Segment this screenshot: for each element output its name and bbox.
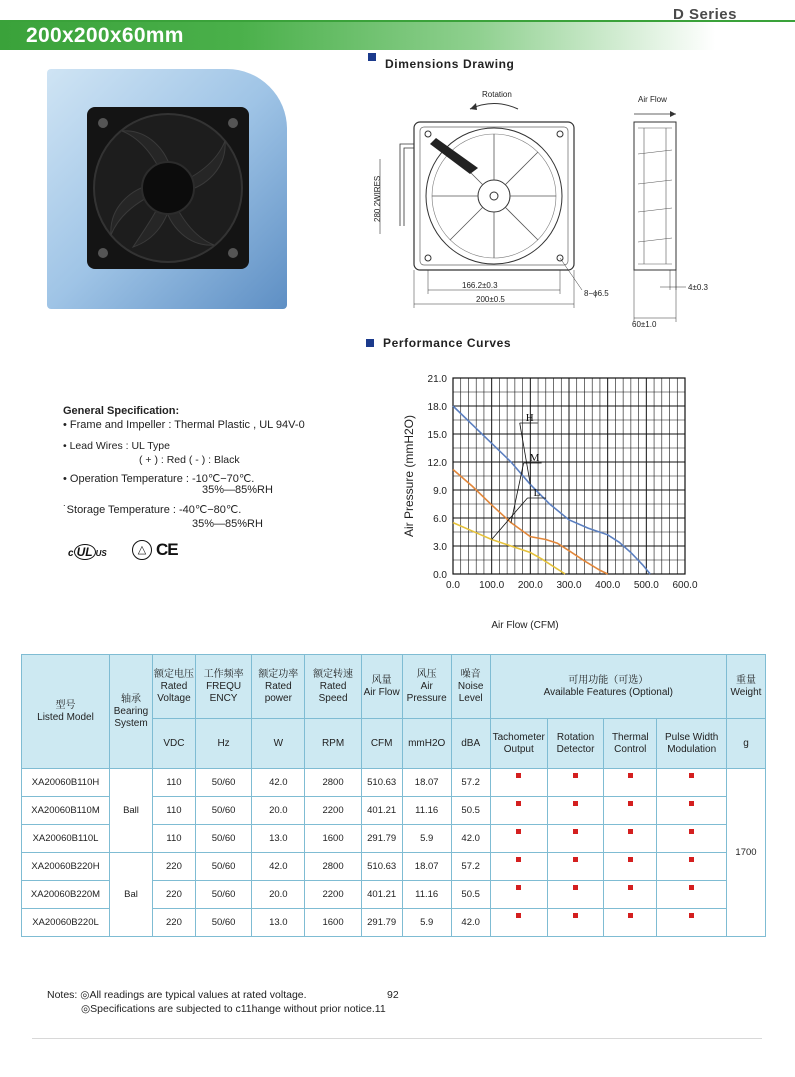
unit-cell: CFM [361,719,402,769]
feature-available-icon [689,857,694,862]
feature-available-icon [689,773,694,778]
dim-60: 60±1.0 [632,320,657,329]
feature-dot-cell [657,825,727,853]
unit-cell: g [726,719,765,769]
feature-available-icon [573,913,578,918]
model-cell: XA20060B220M [22,881,110,909]
x-tick-label: 600.0 [672,580,698,591]
feature-dot-cell [547,881,603,909]
hdr-en: FREQU ENCY [206,680,242,704]
cfm-cell: 401.21 [361,881,402,909]
model-cell: XA20060B110L [22,825,110,853]
rpm-cell: 2800 [305,769,361,797]
feature-dot-cell [604,853,657,881]
col-power [252,655,305,719]
hdr-zh: 噪音 [460,668,481,680]
feature-dot-cell [547,909,603,937]
feature-dot-cell [490,769,547,797]
rpm-cell: 2200 [305,881,361,909]
y-tick-label: 18.0 [427,402,447,413]
feature-dot-cell [604,769,657,797]
feature-dot-cell [490,853,547,881]
hdr-zh: 工作频率 [203,668,244,680]
pressure-cell: 5.9 [402,909,451,937]
dim-4: 4±0.3 [688,283,708,292]
y-tick-label: 15.0 [427,430,447,441]
hdr-zh: 额定电压 [153,668,194,680]
hdr-zh: 额定功率 [258,668,299,680]
feature-dot-cell [604,797,657,825]
unit-cell: mmH2O [402,719,451,769]
section-title-performance: Performance Curves [383,336,512,350]
spec-op-humidity: 35%—85%RH [202,484,273,496]
y-tick-label: 21.0 [427,374,447,385]
tuv-cert-icon: △ [132,540,152,560]
airflow-label: Air Flow [638,95,667,104]
col-pressure [402,655,451,719]
x-tick-label: 200.0 [517,580,543,591]
col-freq [195,655,251,719]
feature-available-icon [516,829,521,834]
col-airflow [361,655,402,719]
cfm-cell: 401.21 [361,797,402,825]
weight-cell: 1700 [726,769,765,937]
rotation-label: Rotation [482,90,512,99]
cfm-cell: 291.79 [361,909,402,937]
spec-op-temp-text: Operation Temperature : -10℃−70℃. [69,473,255,485]
hdr-zh: 可用功能（可选） [568,674,649,686]
col-bearing [110,655,153,769]
feature-pwm: Pulse Width Modulation [657,719,727,769]
series-label-L: L [533,487,541,499]
noise-cell: 57.2 [451,769,490,797]
cfm-cell: 291.79 [361,825,402,853]
unit-cell: RPM [305,719,361,769]
feature-available-icon [573,829,578,834]
ul-cert-icon [68,541,107,561]
noise-cell: 50.5 [451,797,490,825]
voltage-cell: 220 [152,853,195,881]
feature-dot-cell [657,769,727,797]
page-number: 92 [387,989,399,1001]
rpm-cell: 2200 [305,797,361,825]
ul-us-mark: US [95,549,107,558]
y-tick-label: 9.0 [433,486,447,497]
hdr-en: Rated power [264,680,292,704]
hdr-en: Rated Voltage [157,680,191,704]
pressure-cell: 11.16 [402,881,451,909]
series-label-H: H [525,412,534,424]
model-cell: XA20060B220H [22,853,110,881]
feature-dot-cell [657,797,727,825]
spec-table [21,654,766,937]
page-title: 200x200x60mm [26,24,184,47]
feature-thermal: Thermal Control [604,719,657,769]
noise-cell: 42.0 [451,825,490,853]
feature-available-icon [516,773,521,778]
voltage-cell: 220 [152,909,195,937]
feature-tach: Tachometer Output [490,719,547,769]
y-tick-label: 12.0 [427,458,447,469]
voltage-cell: 110 [152,769,195,797]
pressure-cell: 18.07 [402,853,451,881]
y-tick-label: 3.0 [433,542,447,553]
freq-cell: 50/60 [195,881,251,909]
spec-lead: • Lead Wires : UL Type [63,440,170,452]
feature-available-icon [628,857,633,862]
series-label-M: M [529,452,540,464]
table-body [22,769,766,937]
pressure-cell: 5.9 [402,825,451,853]
rpm-cell: 1600 [305,909,361,937]
feature-rotation: Rotation Detector [547,719,603,769]
x-tick-label: 400.0 [595,580,621,591]
feature-dot-cell [604,825,657,853]
voltage-cell: 220 [152,881,195,909]
feature-dot-cell [547,853,603,881]
power-cell: 20.0 [252,797,305,825]
hdr-zh: 型号 [55,699,76,711]
noise-cell: 42.0 [451,909,490,937]
spec-lead-text: Lead Wires : UL Type [69,440,170,452]
hdr-en: Available Features (Optional) [543,686,673,698]
table-row [22,853,766,881]
performance-chart [395,365,715,637]
spec-st-humidity: 35%—85%RH [192,518,263,530]
feature-dot-cell [547,797,603,825]
spec-st-temp: ˙Storage Temperature : -40℃−80℃. [63,504,242,516]
hdr-zh: 重量 [735,674,756,686]
col-weight [726,655,765,719]
notes [47,988,399,1016]
hdr-en: Rated Speed [318,680,348,704]
feature-available-icon [689,801,694,806]
unit-cell: VDC [152,719,195,769]
col-model [22,655,110,769]
feature-available-icon [573,857,578,862]
hdr-zh: 轴承 [120,693,141,705]
feature-dot-cell [490,825,547,853]
x-tick-label: 100.0 [479,580,505,591]
y-axis-label: Air Pressure (mmH2O) [402,414,416,538]
footer-rule [32,1038,762,1039]
section-bullet [368,53,376,61]
feature-dot-cell [490,797,547,825]
notes-line1: ◎All readings are typical values at rated voltage. [80,989,307,1001]
col-features [490,655,726,719]
freq-cell: 50/60 [195,797,251,825]
feature-available-icon [628,773,633,778]
hdr-en: Bearing System [113,705,149,729]
voltage-cell: 110 [152,797,195,825]
unit-cell: Hz [195,719,251,769]
power-cell: 13.0 [252,825,305,853]
feature-dot-cell [604,909,657,937]
feature-available-icon [573,773,578,778]
feature-available-icon [516,801,521,806]
notes-label: Notes: [47,989,78,1001]
feature-available-icon [573,801,578,806]
noise-cell: 50.5 [451,881,490,909]
hdr-en: Air Pressure [406,680,447,704]
feature-available-icon [573,885,578,890]
col-voltage [152,655,195,719]
pressure-cell: 18.07 [402,769,451,797]
dim-166: 166.2±0.3 [462,281,498,290]
rpm-cell: 2800 [305,853,361,881]
rpm-cell: 1600 [305,825,361,853]
feature-dot-cell [490,881,547,909]
hdr-zh: 风压 [416,668,437,680]
fan-image [47,69,287,309]
cfm-cell: 510.63 [361,853,402,881]
section-title-dimensions: Dimensions Drawing [385,57,515,71]
feature-available-icon [628,829,633,834]
feature-dot-cell [490,909,547,937]
spec-frame-text: Frame and Impeller : Thermal Plastic , UL 94V-0 [69,419,305,431]
feature-available-icon [628,885,633,890]
model-cell: XA20060B110H [22,769,110,797]
x-axis-label: Air Flow (CFM) [491,620,559,631]
ce-cert-icon: CE [156,540,178,559]
hdr-zh: 额定转速 [313,668,354,680]
product-photo [47,69,287,309]
x-tick-label: 300.0 [556,580,582,591]
unit-cell: dBA [451,719,490,769]
dim-200: 200±0.5 [476,295,505,304]
feature-dot-cell [604,881,657,909]
unit-cell: W [252,719,305,769]
model-cell: XA20060B110M [22,797,110,825]
feature-available-icon [628,801,633,806]
spec-heading: General Specification: [63,405,180,417]
hdr-en: Weight [730,686,762,698]
feature-available-icon [628,913,633,918]
feature-dot-cell [657,909,727,937]
col-speed [305,655,361,719]
power-cell: 42.0 [252,769,305,797]
ul-mark: UL [74,544,96,560]
power-cell: 20.0 [252,881,305,909]
spec-lead-colors: ( + ) : Red ( - ) : Black [139,454,240,466]
noise-cell: 57.2 [451,853,490,881]
x-tick-label: 500.0 [633,580,659,591]
cfm-cell: 510.63 [361,769,402,797]
feature-available-icon [689,913,694,918]
feature-available-icon [689,885,694,890]
voltage-cell: 110 [152,825,195,853]
hdr-en: Noise Level [457,680,484,704]
y-tick-label: 6.0 [433,514,447,525]
feature-dot-cell [657,853,727,881]
freq-cell: 50/60 [195,909,251,937]
spec-frame: • Frame and Impeller : Thermal Plastic , UL 94V-0 [63,419,305,431]
dimensions-drawing [370,84,730,334]
bearing-cell: Ball [110,769,153,853]
notes-line2: ◎Specifications are subjected to c11hange without prior notice.11 [81,1003,386,1015]
feature-available-icon [689,829,694,834]
freq-cell: 50/60 [195,769,251,797]
feature-available-icon [516,885,521,890]
spec-op-temp: • Operation Temperature : -10℃−70℃. [63,473,255,485]
bearing-cell: Bal [110,853,153,937]
table-row [22,769,766,797]
freq-cell: 50/60 [195,825,251,853]
hdr-en: Listed Model [37,711,94,723]
section-bullet [366,339,374,347]
feature-dot-cell [657,881,727,909]
feature-available-icon [516,857,521,862]
hdr-zh: 风量 [371,674,392,686]
table-header-row [22,655,766,719]
feature-dot-cell [547,825,603,853]
power-cell: 42.0 [252,853,305,881]
dim-holes: 8−ϕ6.5 [584,289,609,298]
model-cell: XA20060B220L [22,909,110,937]
wires-label: 280 2WIRES [373,175,382,222]
feature-dot-cell [547,769,603,797]
ul-c-mark: c [68,548,74,559]
y-tick-label: 0.0 [433,570,447,581]
x-tick-label: 0.0 [446,580,460,591]
pressure-cell: 11.16 [402,797,451,825]
feature-available-icon [516,913,521,918]
hdr-en: Air Flow [363,686,400,698]
spec-st-temp-text: Storage Temperature : -40℃−80℃. [66,504,242,516]
series-label: D Series [672,6,737,23]
col-noise [451,655,490,719]
freq-cell: 50/60 [195,853,251,881]
power-cell: 13.0 [252,909,305,937]
